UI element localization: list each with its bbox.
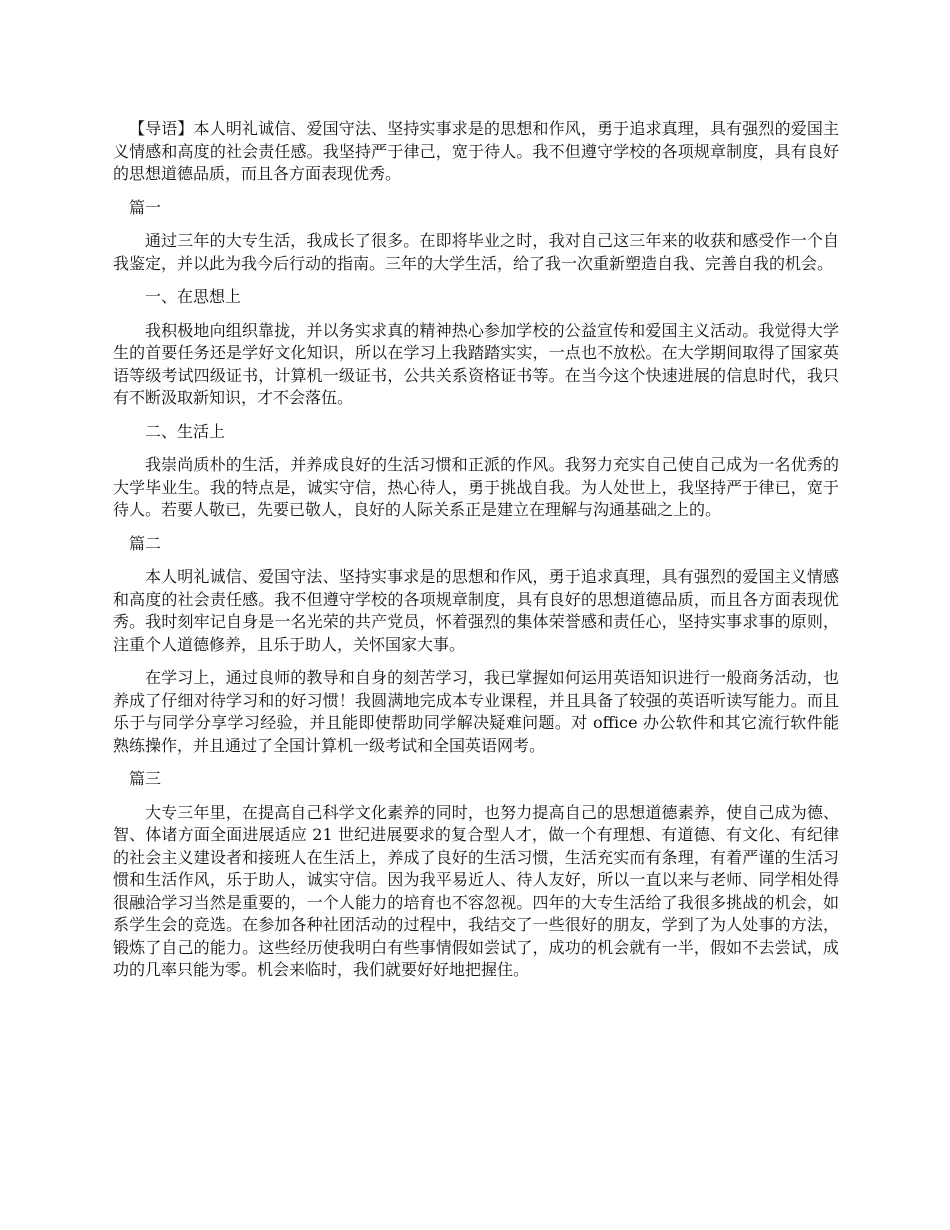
- subsection-life-title: 二、生活上: [145, 421, 226, 441]
- document-page: [113, 118, 839, 993]
- section-1-title: 篇一: [129, 197, 162, 217]
- section-2-title: 篇二: [129, 533, 162, 553]
- subsection-thought-paragraph: 我积极地向组织靠拢，并以务实求真的精神热心参加学校的公益宣传和爱国主义活动。我觉得大学生的首要任务还是学好文化知识，所以在学习上我踏踏实实，一点也不放松。在大学期间取得了国家英语等级考试四级证书，计算机一级证书，公共关系资格证书等。在当今这个快速进展的信息时代，我只有不断汲取新知识，才不会落伍。: [113, 320, 839, 407]
- subsection-thought-title: 一、在思想上: [145, 287, 242, 306]
- section-1-paragraph: 通过三年的大专生活，我成长了很多。在即将毕业之时，我对自己这三年来的收获和感受作一个自我鉴定，并以此为我今后行动的指南。三年的大学生活，给了我一次重新塑造自我、完善自我的机会。: [113, 231, 839, 273]
- section-2-paragraph-1: 本人明礼诚信、爱国守法、坚持实事求是的思想和作风，勇于追求真理，具有强烈的爱国主义情感和高度的社会责任感。我不但遵守学校的各项规章制度，具有良好的思想道德品质，而且各方面表现优秀。我时刻牢记自身是一名光荣的共产党员，怀着强烈的集体荣誉感和责任心，坚持实事求事的原则，注重个人道德修养，且乐于助人，关怀国家大事。: [113, 567, 839, 654]
- section-3-paragraph: 大专三年里，在提高自己科学文化素养的同时，也努力提高自己的思想道德素养，使自己成为德、智、体诸方面全面进展适应 21 世纪进展要求的复合型人才，做一个有理想、有道德、有文化、有纪律的社会主义建设者和接班人在生活上，养成了良好的生活习惯，生活充实而有条理，有着严谨的生活习惯和生活作风，乐于助人，诚实守信。因为我平易近人、待人友好，所以一直以来与老师、同学相处得很融洽学习当然是重要的，一个人能力的培育也不容忽视。四年的大专生活给了我很多挑战的机会，如系学生会的竞选。在参加各种社团活动的过程中，我结交了一些很好的朋友，学到了为人处事的方法，锻炼了自己的能力。这些经历使我明白有些事情假如尝试了，成功的机会就有一半，假如不去尝试，成功的几率只能为零。机会来临时，我们就要好好地把握住。: [113, 802, 839, 979]
- subsection-life-paragraph: 我崇尚质朴的生活，并养成良好的生活习惯和正派的作风。我努力充实自己使自己成为一名优秀的大学毕业生。我的特点是，诚实守信，热心待人，勇于挑战自我。为人处世上，我坚持严于律已，宽于待人。若要人敬已，先要已敬人，良好的人际关系正是建立在理解与沟通基础之上的。: [113, 455, 839, 519]
- intro-paragraph: 【导语】本人明礼诚信、爱国守法、坚持实事求是的思想和作风，勇于追求真理，具有强烈的爱国主义情感和高度的社会责任感。我坚持严于律己，宽于待人。我不但遵守学校的各项规章制度，具有良好的思想道德品质，而且各方面表现优秀。: [113, 119, 839, 183]
- section-2-paragraph-2: 在学习上，通过良师的教导和自身的刻苦学习，我已掌握如何运用英语知识进行一般商务活动，也养成了仔细对待学习和的好习惯！我圆满地完成本专业课程，并且具备了较强的英语听读写能力。而且乐于与同学分享学习经验，并且能即使帮助同学解决疑难问题。对 office 办公软件和其它流行软件能熟练操作，并且通过了全国计算机一级考试和全国英语网考。: [113, 668, 839, 755]
- section-3-title: 篇三: [129, 769, 162, 788]
